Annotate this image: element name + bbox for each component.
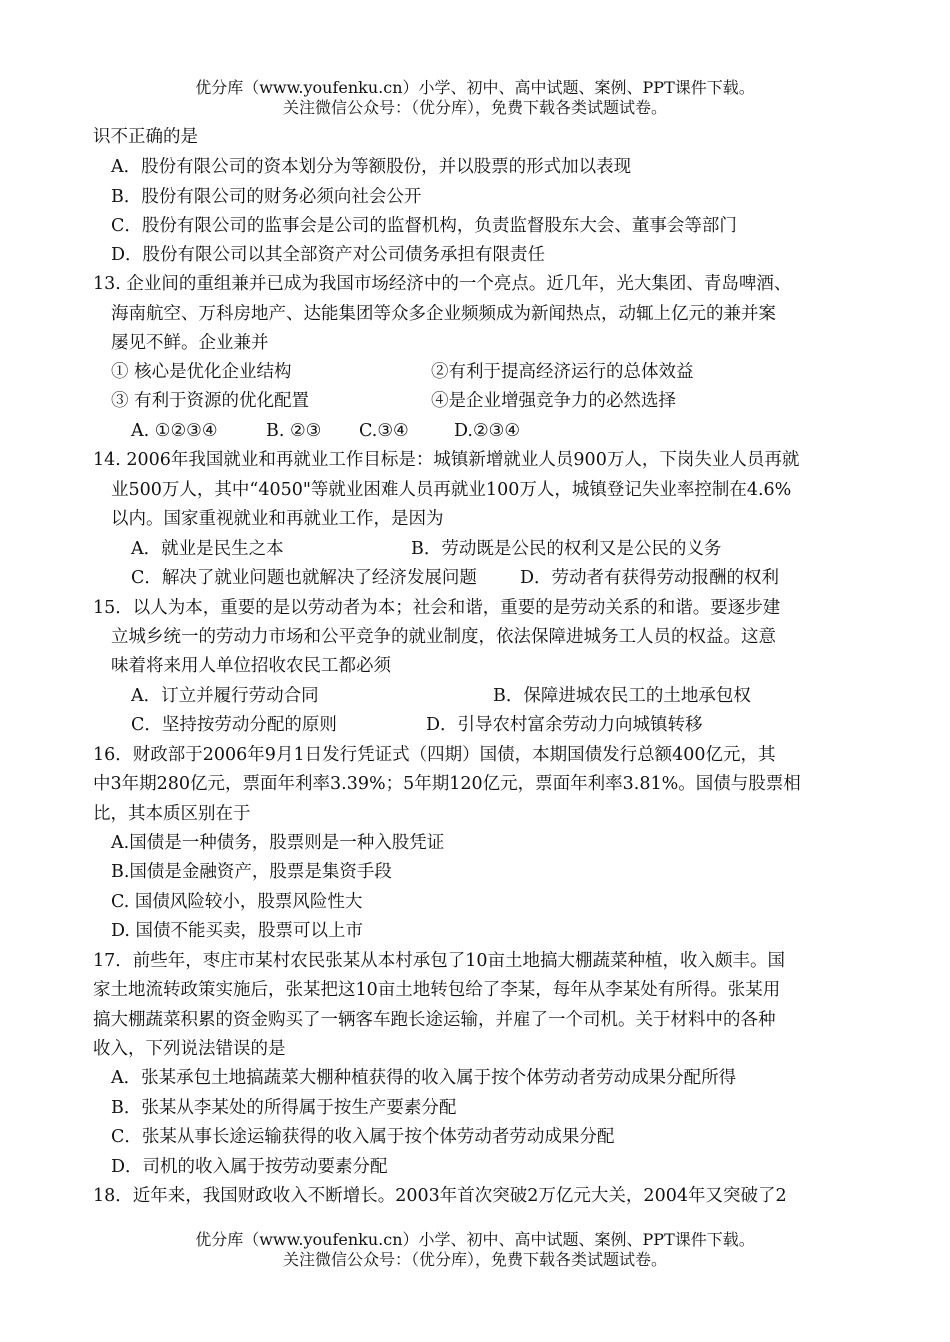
q14-stem-line-2: 业500万人，其中“4050"等就业困难人员再就业100万人，城镇登记失业率控制在4.6% [111, 480, 792, 500]
q12-stem-tail: 识不正确的是 [93, 127, 198, 147]
q13-stem-line-2: 海南航空、万科房地产、达能集团等众多企业频频成为新闻热点，动辄上亿元的兼并案 [111, 304, 776, 324]
header-line-2: 关注微信公众号：（优分库），免费下载各类试题试卷。 [282, 98, 667, 117]
q16-stem-line-3: 比，其本质区别在于 [93, 804, 251, 824]
q13-statement-3: ③ 有利于资源的优化配置 [111, 391, 310, 411]
q14-option-d: D．劳动者有获得劳动报酬的权利 [520, 568, 780, 588]
q12-option-b: B．股份有限公司的财务必须向社会公开 [111, 187, 422, 207]
q15-stem-line-1: 15．以人为本，重要的是以劳动者为本；社会和谐，重要的是劳动关系的和谐。要逐步建 [93, 598, 781, 618]
page-footer [0, 1230, 950, 1270]
q13-option-d: D.②③④ [454, 421, 521, 441]
page-header [0, 78, 950, 118]
q15-option-a: A．订立并履行劳动合同 [131, 686, 319, 706]
q17-option-c: C．张某从事长途运输获得的收入属于按个体劳动者劳动成果分配 [111, 1127, 615, 1147]
q12-option-a: A．股份有限公司的资本划分为等额股份，并以股票的形式加以表现 [111, 157, 632, 177]
q16-option-d: D. 国债不能买卖，股票可以上市 [111, 921, 364, 941]
q14-stem-line-1: 14. 2006年我国就业和再就业工作目标是：城镇新增就业人员900万人，下岗失业人员再就 [93, 450, 800, 470]
q17-option-b: B．张某从李某处的所得属于按生产要素分配 [111, 1098, 457, 1118]
q13-option-c: C.③④ [359, 421, 409, 441]
q13-statement-4: ④是企业增强竞争力的必然选择 [431, 391, 676, 411]
header-line-1: 优分库（www.youfenku.cn）小学、初中、高中试题、案例、PPT课件下载。 [195, 78, 755, 97]
q17-stem-line-2: 家土地流转政策实施后，张某把这10亩土地转包给了李某，每年从李某处有所得。张某用 [93, 980, 781, 1000]
q14-option-b: B．劳动既是公民的权利又是公民的义务 [411, 539, 722, 559]
q13-option-b: B. ②③ [266, 421, 322, 441]
q15-option-c: C．坚持按劳动分配的原则 [131, 715, 337, 735]
q14-stem-line-3: 以内。国家重视就业和再就业工作，是因为 [111, 509, 444, 529]
q13-option-a: A. ①②③④ [131, 421, 218, 441]
q17-option-d: D．司机的收入属于按劳动要素分配 [111, 1157, 388, 1177]
q17-stem-line-1: 17．前些年，枣庄市某村农民张某从本村承包了10亩土地搞大棚蔬菜种植，收入颇丰。国 [93, 951, 786, 971]
q12-option-c: C．股份有限公司的监事会是公司的监督机构，负责监督股东大会、董事会等部门 [111, 216, 737, 236]
q13-statement-2: ②有利于提高经济运行的总体效益 [431, 362, 694, 382]
q16-option-c: C. 国债风险较小，股票风险性大 [111, 892, 363, 912]
q15-stem-line-2: 立城乡统一的劳动力市场和公平竞争的就业制度，依法保障进城务工人员的权益。这意 [111, 627, 776, 647]
q16-option-b: B.国债是金融资产，股票是集资手段 [111, 862, 392, 882]
q15-option-b: B．保障进城农民工的土地承包权 [493, 686, 751, 706]
footer-line-1: 优分库（www.youfenku.cn）小学、初中、高中试题、案例、PPT课件下载。 [195, 1230, 755, 1249]
q15-stem-line-3: 味着将来用人单位招收农民工都必须 [111, 656, 391, 676]
q16-stem-line-1: 16．财政部于2006年9月1日发行凭证式（四期）国债，本期国债发行总额400亿元，其 [93, 745, 776, 765]
q18-stem-line-1: 18．近年来，我国财政收入不断增长。2003年首次突破2万亿元大关，2004年又突破了2 [93, 1186, 787, 1206]
q14-option-a: A．就业是民生之本 [131, 539, 284, 559]
q16-option-a: A.国债是一种债务，股票则是一种入股凭证 [111, 833, 445, 853]
q17-stem-line-3: 搞大棚蔬菜积累的资金购买了一辆客车跑长途运输，并雇了一个司机。关于材料中的各种 [93, 1010, 776, 1030]
q14-option-c: C．解决了就业问题也就解决了经济发展问题 [131, 568, 477, 588]
q16-stem-line-2: 中3年期280亿元，票面年利率3.39%；5年期120亿元，票面年利率3.81%。国债与股票相 [93, 774, 801, 794]
q12-option-d: D．股份有限公司以其全部资产对公司债务承担有限责任 [111, 245, 546, 265]
q17-stem-line-4: 收入，下列说法错误的是 [93, 1039, 286, 1059]
footer-line-2: 关注微信公众号：（优分库），免费下载各类试题试卷。 [282, 1250, 667, 1269]
q13-statement-1: ① 核心是优化企业结构 [111, 362, 292, 382]
q13-stem-line-3: 屡见不鲜。企业兼并 [111, 333, 269, 353]
q13-stem-line-1: 13. 企业间的重组兼并已成为我国市场经济中的一个亮点。近几年，光大集团、青岛啤酒、 [93, 274, 792, 294]
q15-option-d: D．引导农村富余劳动力向城镇转移 [426, 715, 703, 735]
q17-option-a: A．张某承包土地搞蔬菜大棚种植获得的收入属于按个体劳动者劳动成果分配所得 [111, 1068, 737, 1088]
